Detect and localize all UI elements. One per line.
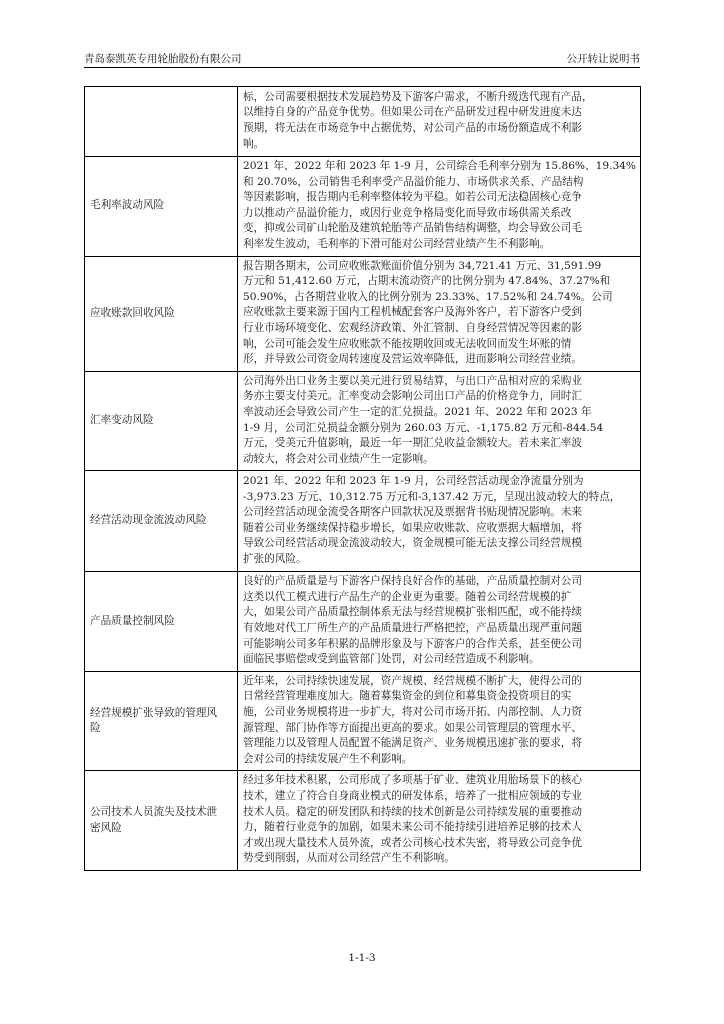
risk-description xyxy=(238,572,641,672)
description-line: 经过多年技术积累，公司形成了多项基于矿业、建筑业用胎场景下的核心 xyxy=(243,774,582,787)
description-line: 力，随着行业竞争的加剧，如果未来公司不能持续引进培养足够的技术人 xyxy=(243,821,582,834)
description-line: 势受到削弱，从而对公司经营产生不利影响。 xyxy=(243,852,455,865)
risk-description xyxy=(238,471,641,572)
description-line: 技术，建立了符合自身商业模式的研发体系，培养了一批相应领域的专业 xyxy=(243,790,582,802)
risk-row xyxy=(85,256,641,371)
description-line: 公司海外出口业务主要以美元进行贸易结算，与出口产品相对应的采购业 xyxy=(243,374,582,387)
description-line: 以维持自身的产品竞争优势。但如果公司在产品研发过程中研发进度未达 xyxy=(243,106,582,119)
risk-label-text: 毛利率波动风险 xyxy=(90,199,165,212)
risk-description xyxy=(238,256,641,371)
description-line: 响，公司可能会发生应收账款不能按期收回或无法收回而发生坏账的情 xyxy=(243,337,572,350)
description-line: 日常经营管理难度加大。随着募集资金的到位和募集资金投资项目的实 xyxy=(243,690,572,703)
description-line: 动较大，将会对公司业绩产生一定影响。 xyxy=(243,452,434,465)
risk-label xyxy=(85,157,238,257)
risk-label-text: 公司技术人员流失及技术泄密风险 xyxy=(90,806,218,834)
description-line: 会对公司的持续发展产生不利影响。 xyxy=(243,752,413,765)
description-line: 报告期各期末，公司应收账款账面价值分别为 34,721.41 万元、31,591.99 xyxy=(243,259,602,272)
description-line: 1-9 月，公司汇兑损益金额分别为 260.03 万元、-1,175.82 万元和-844.54 xyxy=(243,421,604,434)
description-line: 变，抑或公司矿山轮胎及建筑轮胎等产品销售结构调整，均会导致公司毛 xyxy=(243,222,582,235)
risk-label xyxy=(85,671,238,771)
description-line: 公司经营活动现金流受各期客户回款状况及票据背书贴现情况影响。未来 xyxy=(243,506,582,519)
risk-label-text: 汇率变动风险 xyxy=(90,414,154,427)
description-line: 务亦主要支付美元。汇率变动会影响公司出口产品的价格竞争力，同时汇 xyxy=(243,390,582,403)
risk-row xyxy=(85,371,641,471)
risk-row xyxy=(85,572,641,672)
description-line: 才或出现大量技术人员外流，或者公司核心技术失密，将导致公司竞争优 xyxy=(243,836,582,849)
description-line: 预期，将无法在市场竞争中占据优势，对公司产品的市场份额造成不利影 xyxy=(243,122,582,134)
description-line: 形，并导致公司资金周转速度及营运效率降低，进而影响公司经营业绩。 xyxy=(243,353,582,366)
risk-label xyxy=(85,471,238,572)
risk-description xyxy=(238,371,641,471)
page-number: 1-1-3 xyxy=(348,952,376,964)
description-line: 行业市场环境变化、宏观经济政策、外汇管制、自身经营情况等因素的影 xyxy=(243,321,582,334)
description-line: -3,973.23 万元、10,312.75 万元和-3,137.42 万元，呈现出波动较大的特点， xyxy=(243,490,621,503)
description-line: 2021 年、2022 年和 2023 年 1-9 月，公司综合毛利率分别为 15.86%、19.34% xyxy=(243,160,636,172)
document-title: 公开转让说明书 xyxy=(566,53,640,65)
risk-row xyxy=(85,87,641,157)
description-line: 这类以代工模式进行产品生产的企业更为重要。随着公司经营规模的扩 xyxy=(243,590,572,603)
description-line: 可能影响公司多年积累的品牌形象及与下游客户的合作关系，甚至使公司 xyxy=(243,637,582,650)
description-line: 有效地对代工厂所生产的产品质量进行严格把控，产品质量出现严重问题 xyxy=(243,622,582,635)
description-line: 万元，受美元升值影响，最近一年一期汇兑收益金额较大。若未来汇率波 xyxy=(243,437,582,450)
risk-label-text: 经营规模扩张导致的管理风险 xyxy=(90,706,218,735)
description-line: 和 20.70%，公司销售毛利率受产品溢价能力、市场供求关系、产品结构 xyxy=(243,175,584,188)
risk-label-text: 应收账款回收风险 xyxy=(90,306,175,319)
risk-label xyxy=(85,572,238,672)
description-line: 标，公司需要根据技术发展趋势及下游客户需求，不断升级迭代现有产品， xyxy=(243,90,593,103)
risk-description xyxy=(238,87,641,157)
description-line: 响。 xyxy=(243,137,265,150)
risk-label xyxy=(85,371,238,471)
description-line: 良好的产品质量是与下游客户保持良好合作的基础，产品质量控制对公司 xyxy=(243,575,582,588)
description-line: 近年来，公司持续快速发展，资产规模、经营规模不断扩大，使得公司的 xyxy=(243,674,582,687)
risk-description xyxy=(238,157,641,257)
description-line: 面临民事赔偿或受到监管部门处罚，对公司经营造成不利影响。 xyxy=(243,653,540,666)
risk-label xyxy=(85,256,238,371)
description-line: 随着公司业务继续保持稳步增长，如果应收账款、应收票据大幅增加，将 xyxy=(243,521,582,534)
description-line: 2021 年、2022 年和 2023 年 1-9 月，公司经营活动现金净流量分别为 xyxy=(243,475,584,487)
description-line: 率波动还会导致公司产生一定的汇兑损益。2021 年、2022 年和 2023 年 xyxy=(243,405,592,418)
risk-label xyxy=(85,87,238,157)
page-header xyxy=(84,50,640,68)
description-line: 50.90%，占各期营业收入的比例分别为 23.33%、17.52%和 24.74%。公司 xyxy=(243,290,613,303)
risk-row xyxy=(85,671,641,771)
description-line: 施，公司业务规模将进一步扩大，将对公司市场开拓、内部控制、人力资 xyxy=(243,706,582,719)
description-line: 大，如果公司产品质量控制体系无法与经营规模扩张相匹配，或不能持续 xyxy=(243,606,582,619)
risk-label xyxy=(85,771,238,871)
company-name: 青岛泰凯英专用轮胎股份有限公司 xyxy=(84,53,242,65)
risk-description xyxy=(238,671,641,771)
risk-row xyxy=(85,157,641,257)
description-line: 万元和 51,412.60 万元，占期末流动资产的比例分别为 47.84%、37.27%和 xyxy=(243,275,611,288)
risk-row xyxy=(85,471,641,572)
description-line: 等因素影响，报告期内毛利率整体较为平稳。如若公司无法稳固核心竞争 xyxy=(243,191,582,204)
header-divider xyxy=(84,67,640,68)
risk-label-text: 经营活动现金流波动风险 xyxy=(90,514,207,527)
risk-row xyxy=(85,771,641,871)
description-line: 利率发生波动，毛利率的下滑可能对公司经营业绩产生不利影响。 xyxy=(243,237,551,250)
risk-label-text: 产品质量控制风险 xyxy=(90,614,175,627)
description-line: 应收账款主要来源于国内工程机械配套客户及海外客户，若下游客户受到 xyxy=(243,306,582,319)
description-line: 扩张的风险。 xyxy=(243,552,307,565)
risk-description xyxy=(238,771,641,871)
description-line: 源管理、部门协作等方面提出更高的要求。如果公司管理层的管理水平、 xyxy=(243,721,582,734)
description-line: 管理能力以及管理人员配置不能满足资产、业务规模迅速扩张的要求，将 xyxy=(243,737,582,750)
description-line: 导致公司经营活动现金流波动较大，资金规模可能无法支撑公司经营规模 xyxy=(243,537,582,550)
description-line: 技术人员。稳定的研发团队和持续的技术创新是公司持续发展的重要推动 xyxy=(243,805,582,818)
description-line: 力以推动产品溢价能力，或因行业竞争格局变化而导致市场供需关系改 xyxy=(243,206,572,219)
risk-factor-table xyxy=(84,86,641,871)
